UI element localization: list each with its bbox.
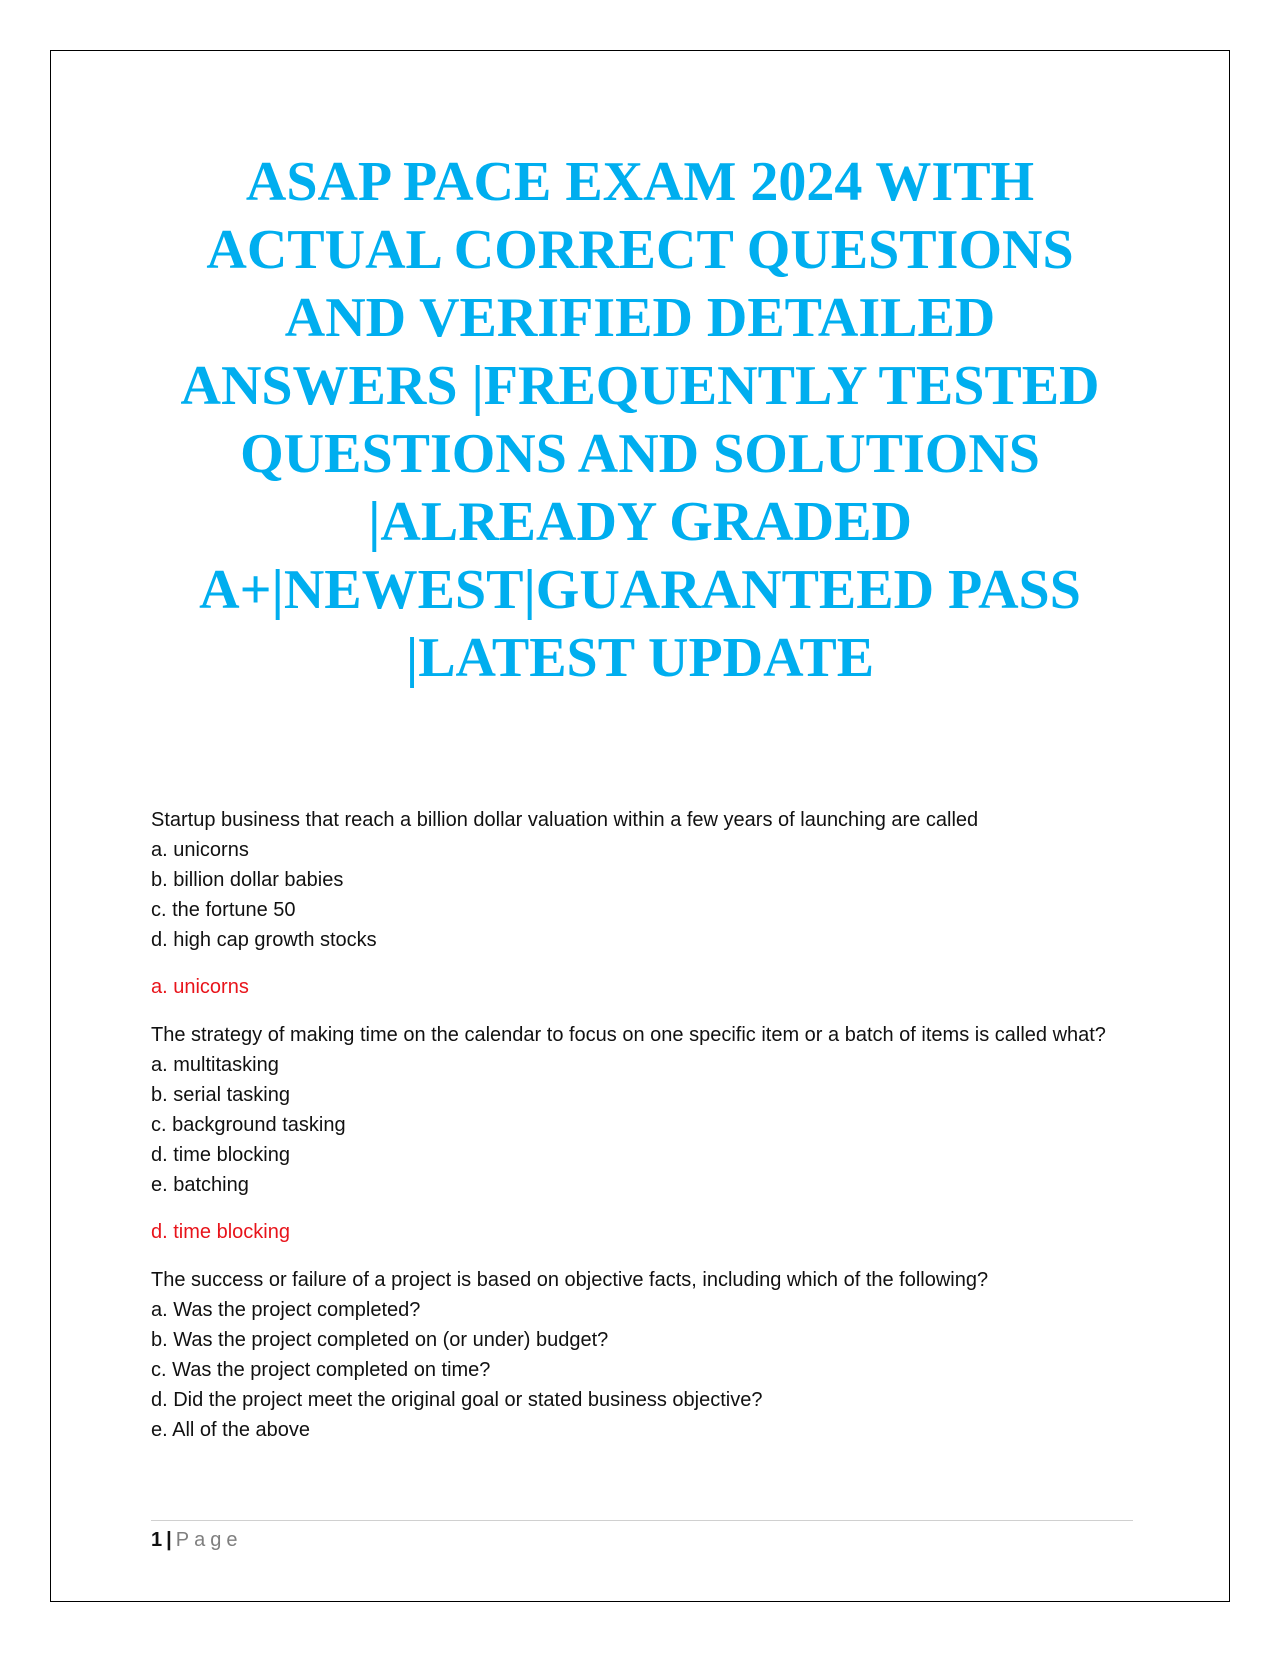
page-footer [151,1526,242,1554]
title-line: |ALREADY GRADED [368,491,912,553]
title-line: ASAP PACE EXAM 2024 WITH [245,151,1035,213]
question-text: The strategy of making time on the calendar to focus on one specific item or a batch of items is called what? [151,1024,1106,1046]
title-line: AND VERIFIED DETAILED [284,287,996,349]
question-1 [151,805,1111,1002]
option-list [151,835,1111,955]
option-item: b. Was the project completed on (or under) budget? [151,1329,609,1351]
option-item: c. the fortune 50 [151,899,296,921]
option-item: a. unicorns [151,839,249,861]
option-item: a. multitasking [151,1054,279,1076]
title-line: |LATEST UPDATE [405,627,875,689]
question-list [151,805,1111,1463]
option-item: c. Was the project completed on time? [151,1359,491,1381]
question-3 [151,1265,1111,1445]
title-line: A+|NEWEST|GUARANTEED PASS [199,559,1081,621]
correct-answer: d. time blocking [151,1221,290,1243]
option-item: b. billion dollar babies [151,869,344,891]
page-label: Page [175,1529,243,1551]
footer-divider [151,1520,1133,1521]
page-number: 1 [151,1529,163,1551]
option-list [151,1295,1111,1445]
title-line: ANSWERS |FREQUENTLY TESTED [180,355,1100,417]
correct-answer: a. unicorns [151,976,249,998]
option-item: d. high cap growth stocks [151,929,377,951]
option-item: b. serial tasking [151,1084,290,1106]
question-text: Startup business that reach a billion dollar valuation within a few years of launching are called [151,809,979,831]
document-title [120,148,1160,692]
question-text: The success or failure of a project is based on objective facts, including which of the following? [151,1269,989,1291]
option-item: e. All of the above [151,1419,311,1441]
option-item: c. background tasking [151,1114,346,1136]
option-list [151,1050,1111,1200]
option-item: a. Was the project completed? [151,1299,421,1321]
option-item: e. batching [151,1174,249,1196]
title-line: ACTUAL CORRECT QUESTIONS [206,219,1074,281]
option-item: d. time blocking [151,1144,290,1166]
title-line: QUESTIONS AND SOLUTIONS [240,423,1040,485]
footer-separator: | [166,1529,172,1551]
question-2 [151,1020,1111,1247]
option-item: d. Did the project meet the original goal or stated business objective? [151,1389,763,1411]
